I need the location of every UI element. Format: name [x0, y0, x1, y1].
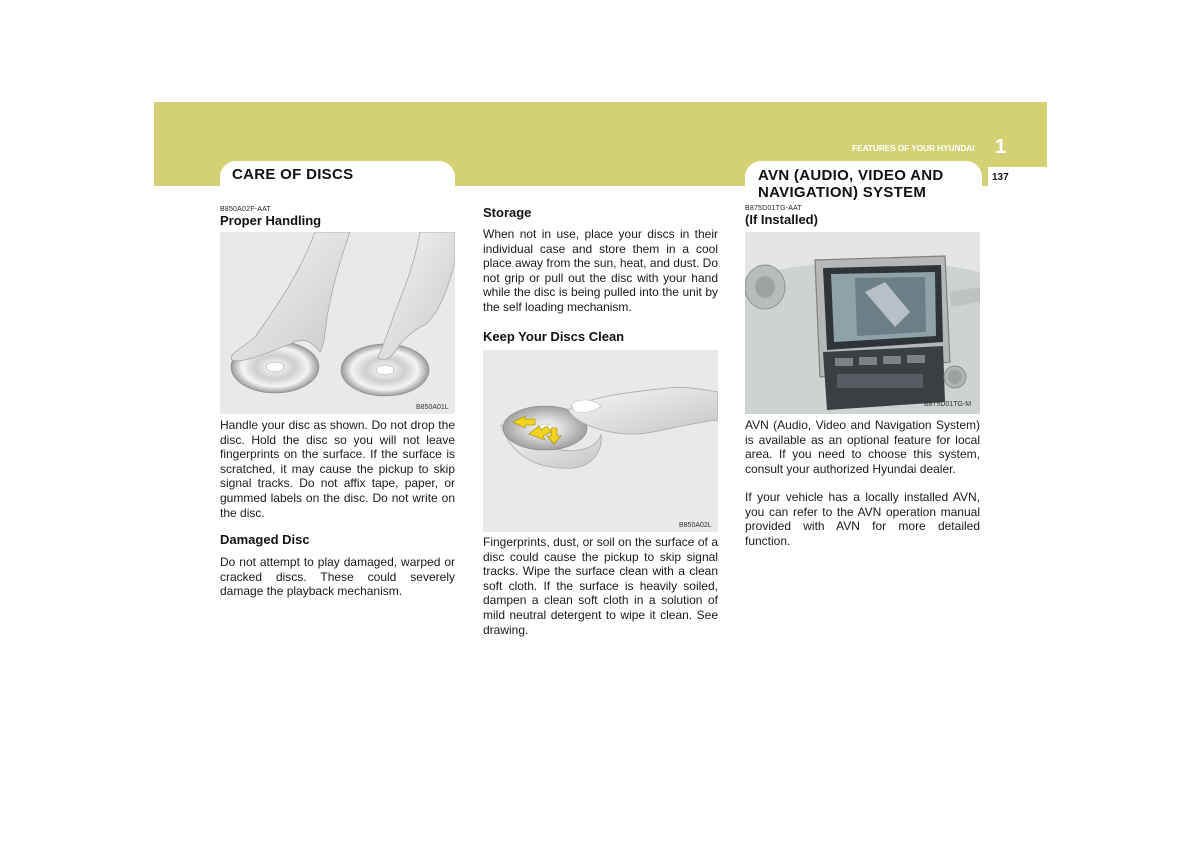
doc-code: B875D01TG-AAT — [745, 205, 802, 212]
damaged-disc-heading: Damaged Disc — [220, 532, 310, 547]
page-number: 137 — [992, 172, 1009, 183]
section-label: FEATURES OF YOUR HYUNDAI — [852, 143, 975, 153]
handling-paragraph: Handle your disc as shown. Do not drop the disc. Hold the disc so you will not leave fingerprints on the surface. If the surface is scratched, it may cause the pickup to skip signal tracks. Do not affix tape, paper, or gummed labels on the disc. Do not write on the disc. — [220, 418, 455, 520]
avn-title-line2: NAVIGATION) SYSTEM — [758, 184, 927, 201]
damaged-disc-paragraph: Do not attempt to play damaged, warped or cracked discs. These could severely damage the playback mechanism. — [220, 555, 455, 599]
keep-clean-heading: Keep Your Discs Clean — [483, 329, 625, 344]
disc-cleaning-illustration — [483, 350, 718, 532]
avn-paragraph-1: AVN (Audio, Video and Navigation System) is available as an optional feature for local area. If you need to choose this system, consult your authorized Hyundai dealer. — [745, 418, 980, 476]
figure-caption: B850A01L — [416, 404, 449, 411]
storage-heading: Storage — [483, 205, 532, 220]
avn-title-line1: AVN (AUDIO, VIDEO AND — [758, 167, 944, 184]
storage-paragraph: When not in use, place your discs in their individual case and store them in a cool place away from the sun, heat, and dust. Do not grip or pull out the disc with your hand while the disc is being pulled into the unit by the self loading mechanism. — [483, 227, 718, 314]
clean-paragraph: Fingerprints, dust, or soil on the surface of a disc could cause the pickup to skip signal tracks. Wipe the surface clean with a clean soft cloth. If the surface is heavily soiled, dampen a clean soft cloth in a solution of mild neutral detergent to wipe it clean. See drawing. — [483, 535, 718, 637]
doc-code: B850A02F-AAT — [220, 206, 271, 213]
figure-caption: B850A02L — [679, 522, 712, 529]
if-installed-heading: (If Installed) — [745, 212, 818, 227]
care-of-discs-title: CARE OF DISCS — [232, 166, 354, 183]
proper-handling-heading: Proper Handling — [220, 213, 322, 228]
chapter-number: 1 — [995, 136, 1007, 158]
avn-dashboard-photo — [745, 232, 980, 414]
avn-paragraph-2: If your vehicle has a locally installed AVN, you can refer to the AVN operation manual provided with AVN for more detailed function. — [745, 490, 980, 548]
disc-handling-illustration — [220, 232, 455, 414]
figure-caption: B875D01TG-M — [924, 401, 972, 408]
